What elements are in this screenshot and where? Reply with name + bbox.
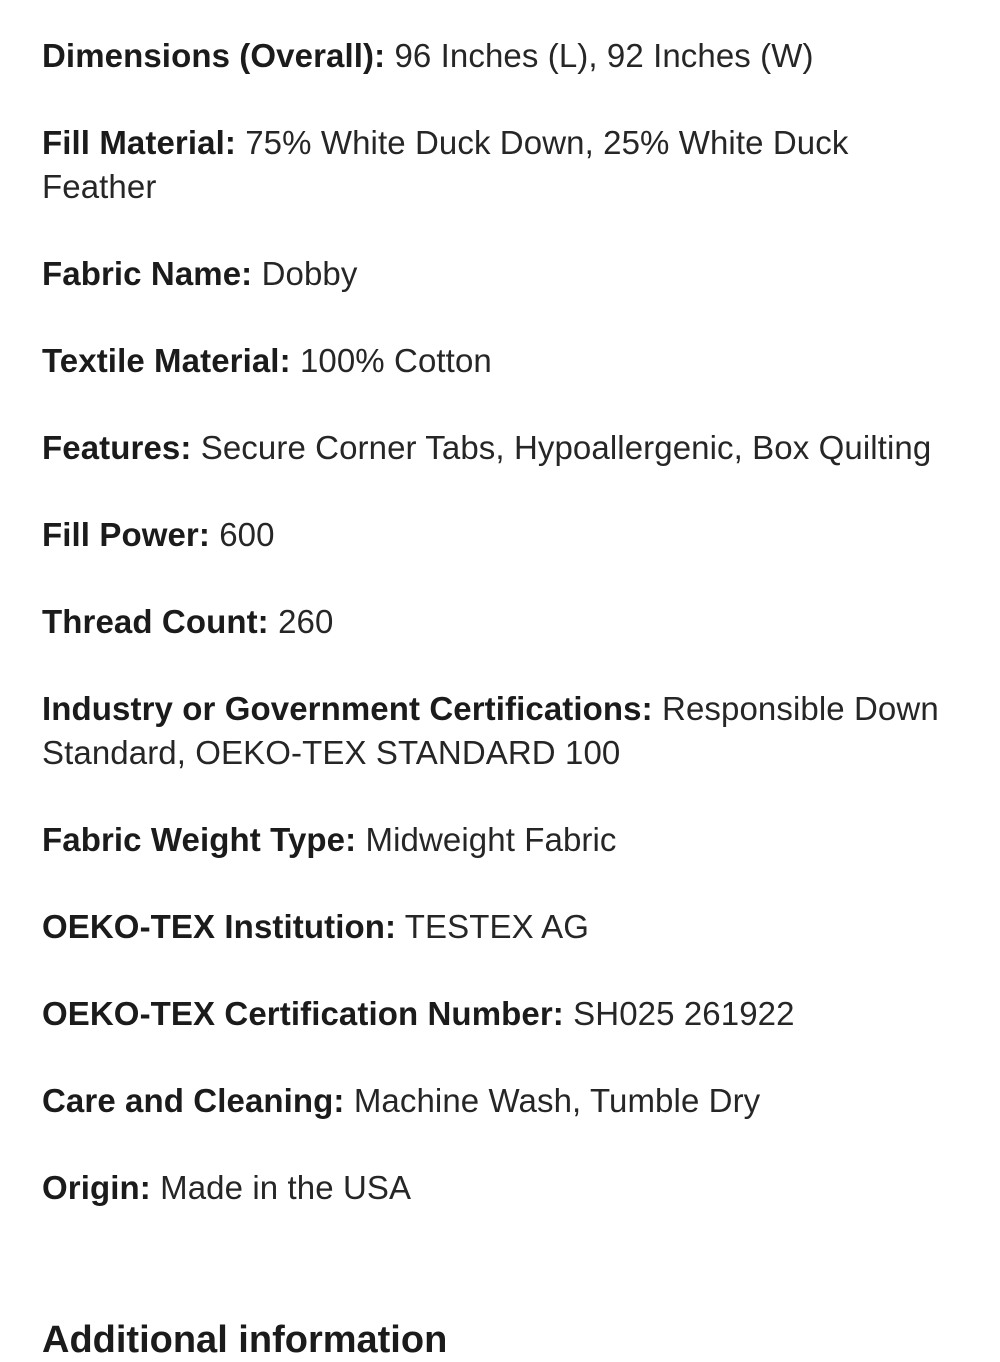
spec-oeko-tex-certification-number <box>42 992 942 1036</box>
spec-label: Dimensions (Overall): <box>42 37 386 74</box>
spec-features <box>42 426 942 470</box>
spec-value: TESTEX AG <box>404 908 590 945</box>
spec-origin <box>42 1166 942 1210</box>
spec-thread-count <box>42 600 942 644</box>
spec-value: 600 <box>219 516 275 553</box>
spec-fabric-name <box>42 252 942 296</box>
spec-label: OEKO-TEX Institution: <box>42 908 397 945</box>
spec-fabric-weight-type <box>42 818 942 862</box>
spec-label: Fabric Name: <box>42 255 253 292</box>
spec-label: Industry or Government Certifications: <box>42 690 653 727</box>
spec-value: Responsible Down Standard, OEKO-TEX STANDARD 100 <box>42 690 939 771</box>
spec-label: OEKO-TEX Certification Number: <box>42 995 564 1032</box>
spec-dimensions <box>42 34 942 78</box>
spec-label: Features: <box>42 429 192 466</box>
spec-value: Machine Wash, Tumble Dry <box>353 1082 761 1119</box>
spec-value: 260 <box>278 603 334 640</box>
additional-information-heading: Additional information <box>42 1319 448 1361</box>
spec-value: 75% White Duck Down, 25% White Duck Feather <box>42 124 849 205</box>
spec-value: Dobby <box>261 255 358 292</box>
spec-textile-material <box>42 339 942 383</box>
spec-label: Textile Material: <box>42 342 291 379</box>
spec-fill-material <box>42 121 942 209</box>
spec-value: Secure Corner Tabs, Hypoallergenic, Box Quilting <box>200 429 932 466</box>
spec-fill-power <box>42 513 942 557</box>
specifications-list <box>42 34 942 1253</box>
spec-label: Thread Count: <box>42 603 269 640</box>
spec-label: Fabric Weight Type: <box>42 821 357 858</box>
spec-value: SH025 261922 <box>573 995 795 1032</box>
spec-oeko-tex-institution <box>42 905 942 949</box>
spec-value: 96 Inches (L), 92 Inches (W) <box>394 37 814 74</box>
spec-label: Origin: <box>42 1169 151 1206</box>
spec-care-and-cleaning <box>42 1079 942 1123</box>
spec-value: Midweight Fabric <box>365 821 617 858</box>
spec-label: Fill Material: <box>42 124 236 161</box>
spec-value: 100% Cotton <box>299 342 492 379</box>
spec-value: Made in the USA <box>160 1169 412 1206</box>
spec-label: Care and Cleaning: <box>42 1082 345 1119</box>
spec-label: Fill Power: <box>42 516 210 553</box>
spec-certifications <box>42 687 942 775</box>
